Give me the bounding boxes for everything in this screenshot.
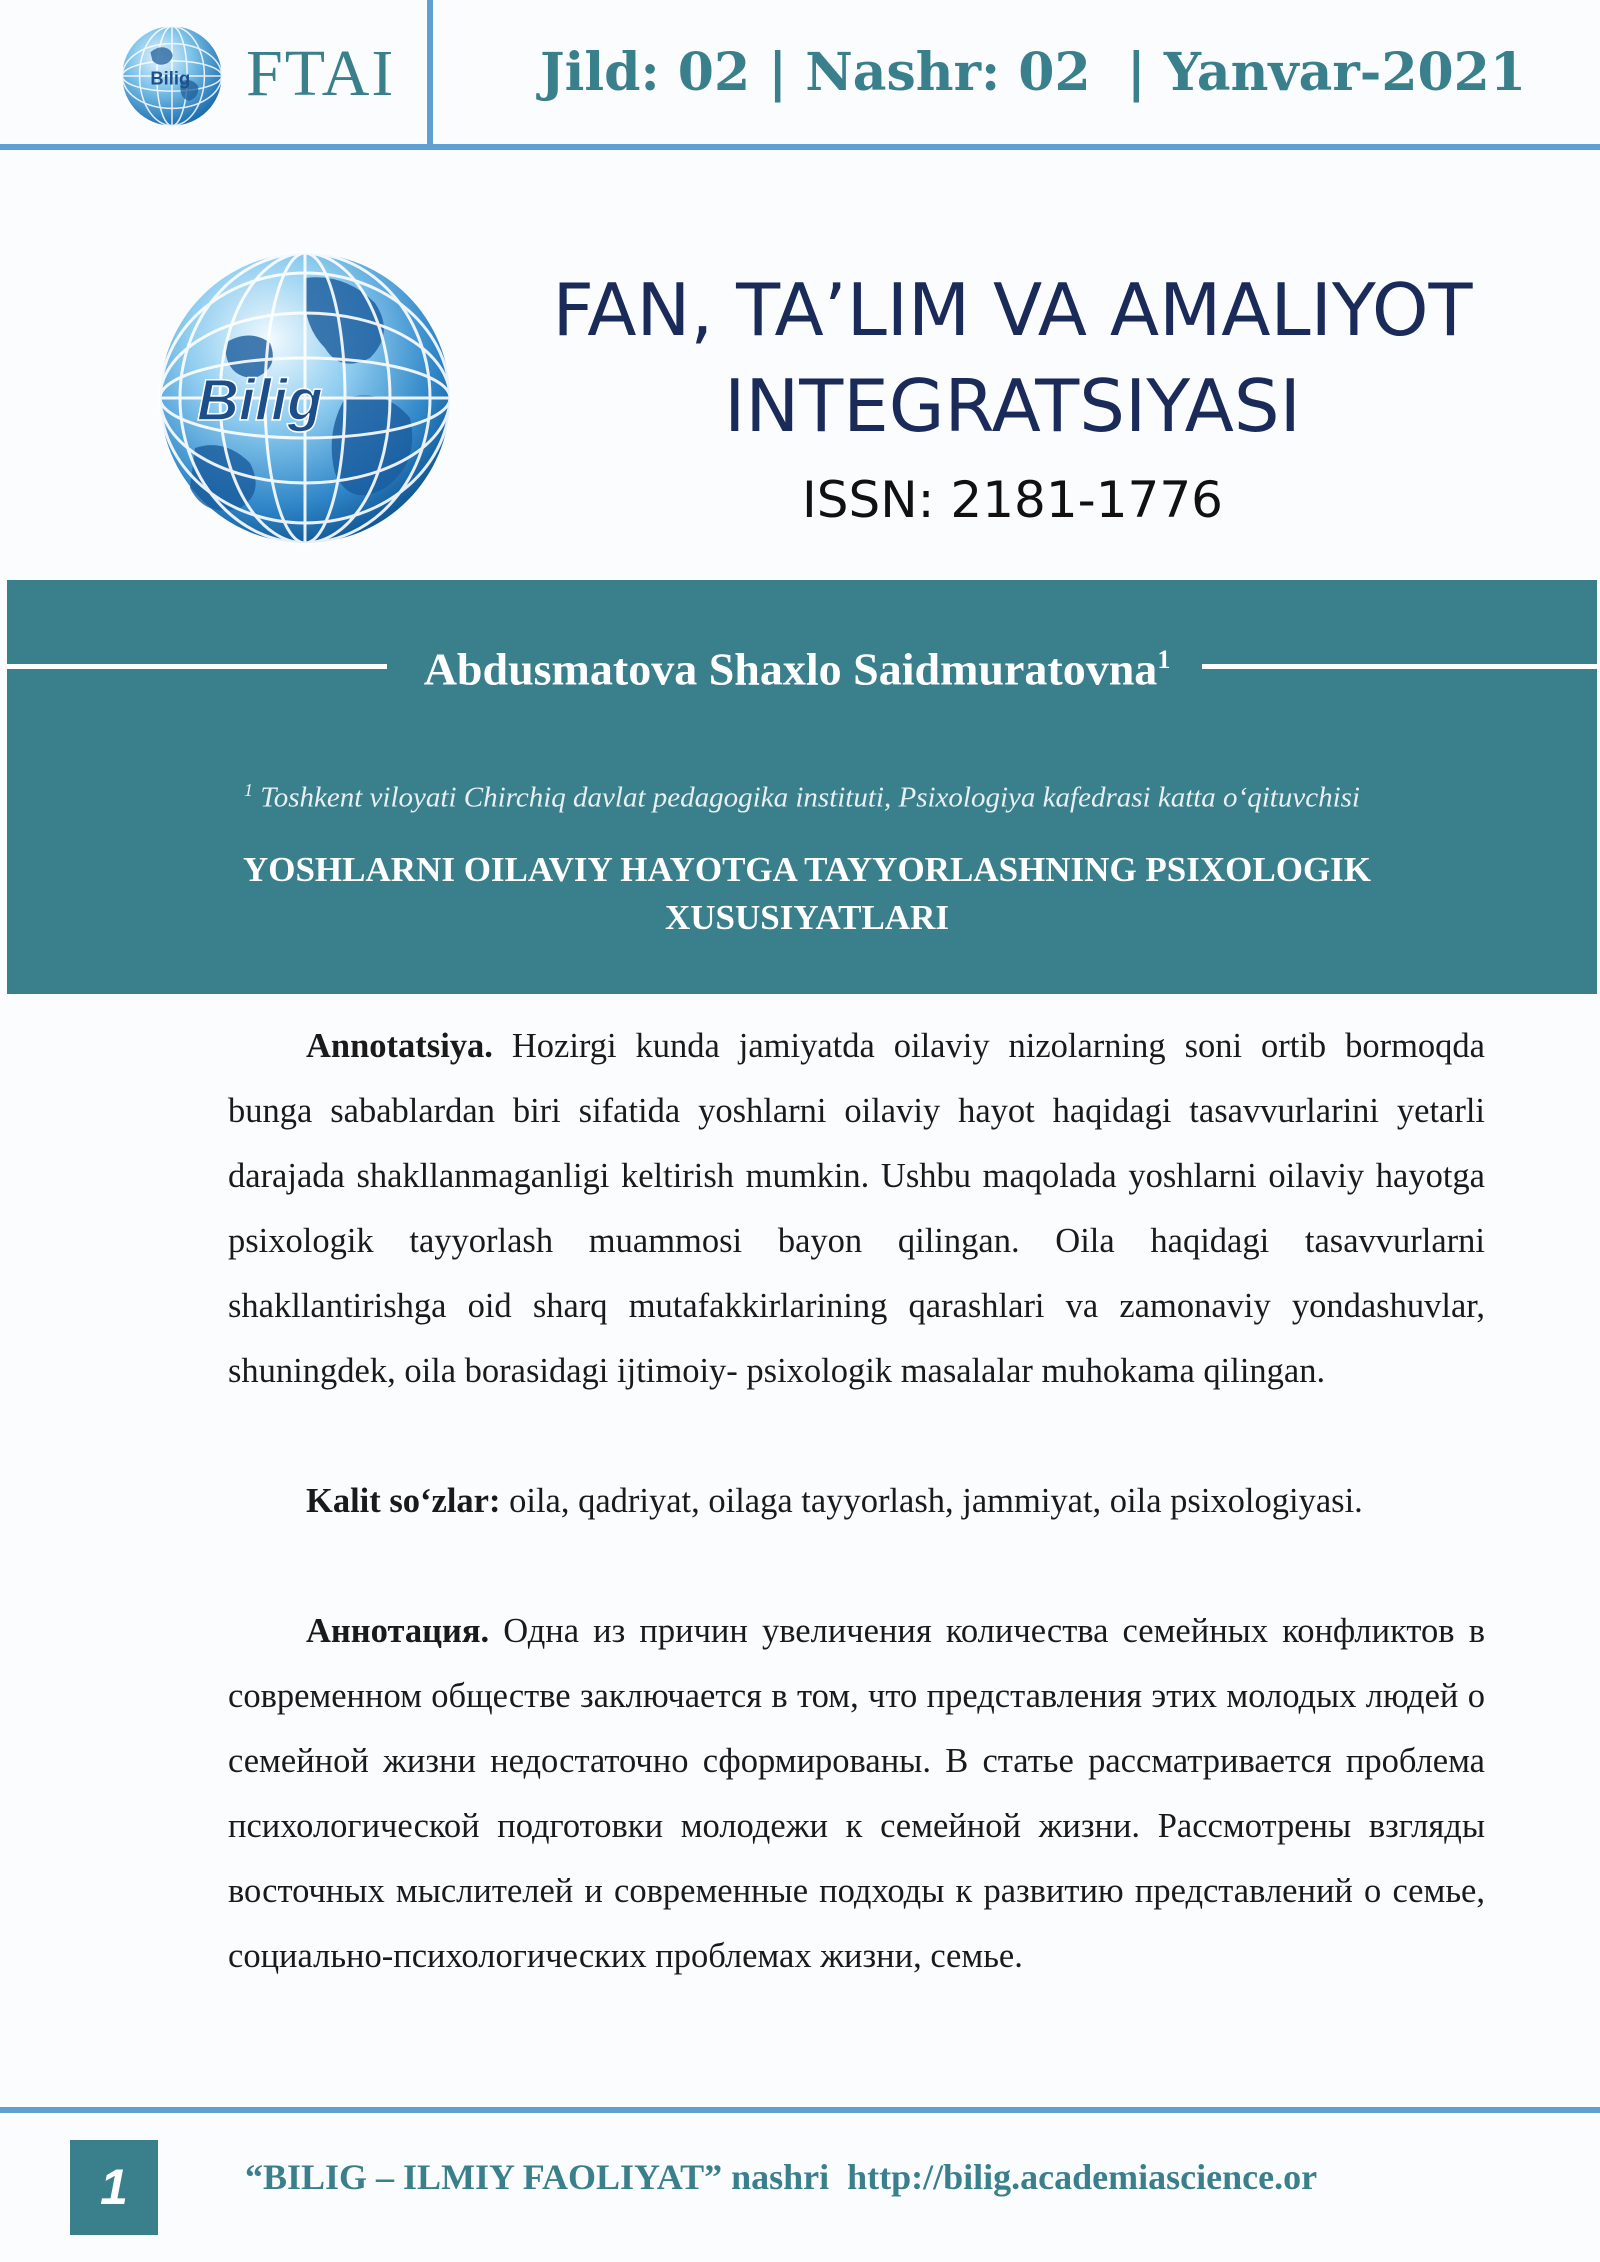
svg-text:Bilig: Bilig <box>197 368 323 433</box>
author-name-text: Abdusmatova Shaxlo Saidmuratovna <box>423 643 1158 695</box>
abstract-ru-label: Аннотация. <box>306 1612 490 1650</box>
abstract-uz-label: Annotatsiya. <box>306 1027 493 1065</box>
keywords-uz-text: oila, qadriyat, oilaga tayyorlash, jammiyat, oila psixologiyasi. <box>500 1482 1363 1520</box>
footer-publisher: “BILIG – ILMIY FAOLIYAT” nashri http://bilig.academiascience.or <box>245 2157 1318 2197</box>
issue-info: Jild: 02 | Nashr: 02 | Yanvar-2021 <box>540 42 1527 103</box>
svg-text:Bilig: Bilig <box>150 67 191 89</box>
article-title: YOSHLARNI OILAVIY HAYOTGA TAYYORLASHNING PSIXOLOGIK XUSUSIYATLARI <box>242 850 1372 937</box>
author-footnote-mark: 1 <box>1157 645 1171 674</box>
header-divider-vertical <box>427 0 433 146</box>
band-rule-left <box>7 664 387 669</box>
abstract-uz-text: Hozirgi kunda jamiyatda oilaviy nizolarning soni ortib bormoqda bunga sabablardan biri sifatida yoshlarni oilaviy hayot haqidagi tasavvurlarini yetarli darajada shakllanmaganligi keltirish mumkin. Ushbu maqolada yoshlarni oilaviy hayotga psixologik tayyorlash muammosi bayon qilingan. Oila haqidagi tasavvurlarni shakllantirishga oid sharq mutafakkirlarining qarashlari va zamonaviy yondashuvlar, shuningdek, oila borasidagi ijtimoiy- psixologik masalalar muhokama qilingan. <box>228 1027 1485 1390</box>
bilig-globe-logo <box>155 248 455 548</box>
article-header-band <box>7 580 1597 994</box>
footer-rule <box>0 2107 1600 2113</box>
author-name <box>397 630 1197 699</box>
header-rule <box>0 144 1600 150</box>
affiliation-text: Toshkent viloyati Chirchiq davlat pedagogika instituti, Psixologiya kafedrasi katta o‘qituvchisi <box>253 781 1360 814</box>
band-rule-right <box>1202 664 1597 669</box>
author-affiliation <box>7 770 1597 818</box>
journal-title-line2: INTEGRATSIYASI <box>724 364 1301 448</box>
abstract-ru-text: Одна из причин увеличения количества семейных конфликтов в современном обществе заключается в том, что представления этих молодых людей о семейной жизни недостаточно сформированы. В статье рассматривается проблема психологической подготовки молодежи к семейной жизни. Рассмотрены взгляды восточных мыслителей и современные подходы к развитию представлений о семье, социально-психологических проблемах жизни, семье. <box>228 1612 1485 1975</box>
journal-title-line1: FAN, TA’LIM VA AMALIYOT <box>552 268 1473 352</box>
issn: ISSN: 2181-1776 <box>802 471 1223 529</box>
keywords-uz-label: Kalit so‘zlar: <box>306 1482 501 1520</box>
abstract-uz <box>228 1014 1485 1404</box>
brand-name: FTAI <box>246 37 396 110</box>
abstract-ru <box>228 1599 1485 1989</box>
page-number: 1 <box>70 2140 158 2235</box>
bilig-globe-logo-small <box>118 22 226 130</box>
keywords-uz <box>228 1469 1485 1534</box>
journal-title <box>500 262 1525 454</box>
affiliation-footnote-mark: 1 <box>244 780 253 800</box>
